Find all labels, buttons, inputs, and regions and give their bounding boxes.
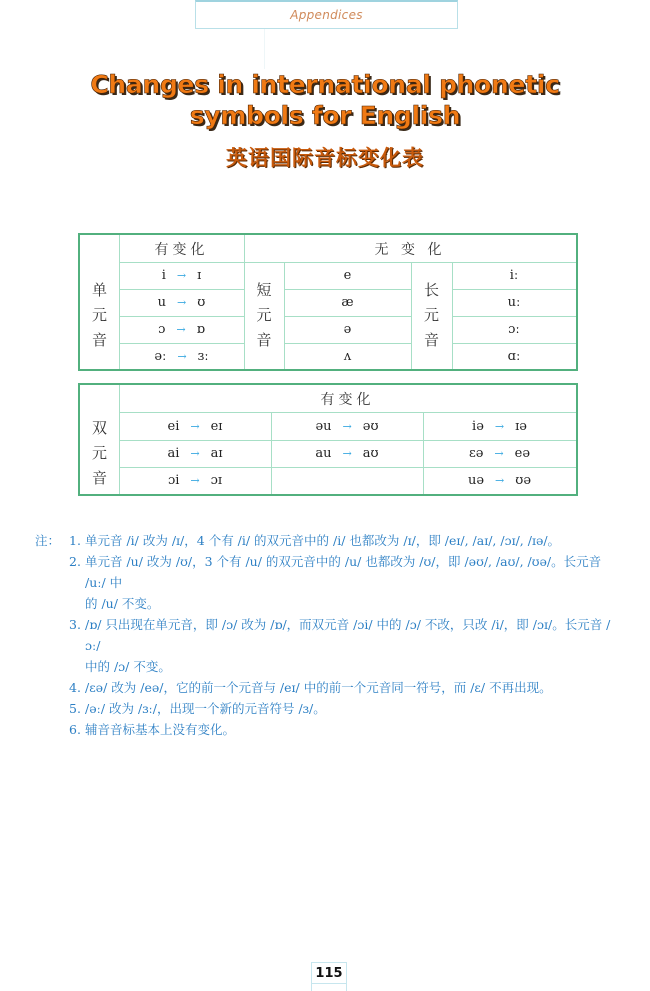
- long-vowel-label: [411, 262, 452, 369]
- label-char: 元: [256, 306, 272, 324]
- symbol-from: uə: [467, 473, 485, 488]
- symbol-from: iə: [472, 418, 484, 434]
- symbol-from: i: [161, 268, 166, 283]
- symbol-to: ʊə: [515, 473, 532, 488]
- symbol-to: eɪ: [210, 418, 223, 434]
- label-char: 短: [256, 281, 272, 299]
- symbol-to: ɪə: [515, 418, 527, 434]
- symbol-from: əː: [154, 348, 167, 364]
- diphthong-cell: [119, 440, 271, 467]
- symbol-to: ɔɪ: [210, 473, 223, 488]
- short-vowel-cell: ʌ: [343, 348, 352, 364]
- note-number: 6.: [69, 722, 81, 737]
- section-header-label: Appendices: [290, 8, 363, 22]
- arrow-right-icon: →: [190, 447, 200, 460]
- title-english-line2: symbols for English: [189, 101, 461, 130]
- page-number-box: [311, 962, 347, 991]
- symbol-to: eə: [514, 446, 531, 461]
- diphthong-cell: [119, 467, 271, 494]
- diphthong-cell-empty: [271, 467, 423, 494]
- label-char: 长: [423, 281, 439, 299]
- long-vowel-cell: ɑː: [507, 348, 521, 364]
- monophthong-table: [78, 233, 578, 371]
- diphthong-cell: [271, 440, 423, 467]
- diphthong-row-label: [80, 412, 119, 494]
- note-item: [35, 698, 625, 719]
- diphthong-cell: [119, 412, 271, 440]
- note-text-continued: 的 /u/ 不变。: [85, 596, 160, 611]
- section-header: [195, 0, 458, 29]
- arrow-right-icon: →: [177, 349, 187, 363]
- label-char: 元: [91, 306, 107, 324]
- header-divider: [264, 29, 265, 69]
- long-vowel-cell: uː: [507, 295, 521, 310]
- label-char: 音: [256, 331, 272, 349]
- note-text: /əː/ 改为 /ɜː/，出现一个新的元音符号 /ɜ/。: [85, 701, 326, 716]
- note-number: 5.: [69, 701, 81, 716]
- symbol-to: ɪ: [197, 268, 202, 283]
- diphthong-table: [78, 383, 578, 496]
- arrow-right-icon: →: [176, 269, 187, 282]
- symbol-from: ɔ: [158, 322, 166, 337]
- unchanged-header: 无 变 化: [374, 241, 446, 258]
- note-number: 2.: [69, 554, 81, 569]
- long-vowel-cell: iː: [509, 268, 519, 283]
- label-char: 单: [91, 281, 107, 299]
- label-char: 双: [91, 418, 107, 437]
- label-char: 元: [423, 306, 439, 324]
- note-text: /ɒ/ 只出现在单元音，即 /ɔ/ 改为 /ɒ/，而双元音 /ɔi/ 中的 /ɔ/ 不改，只改 /i/，即 /ɔɪ/。长元音 /ɔː/: [85, 617, 611, 653]
- monophthong-row-label: [80, 262, 119, 369]
- diphthong-cell: [271, 412, 423, 440]
- symbol-from: au: [315, 446, 332, 461]
- symbol-to: ɜː: [197, 348, 209, 364]
- note-number: 1.: [69, 533, 81, 548]
- symbol-to: aʊ: [362, 446, 379, 461]
- note-item: [35, 530, 625, 551]
- note-text: /ɛə/ 改为 /eə/，它的前一个元音与 /eɪ/ 中的前一个元音同一符号，而 /ɛ/ 不再出现。: [85, 680, 552, 695]
- label-char: 音: [423, 331, 439, 349]
- arrow-right-icon: →: [342, 419, 352, 433]
- symbol-from: əu: [315, 418, 332, 434]
- changed-row: [119, 343, 244, 369]
- note-item: [35, 551, 625, 593]
- note-text: 单元音 /i/ 改为 /ɪ/，4 个有 /i/ 的双元音中的 /i/ 也都改为 /ɪ/，即 /eɪ/, /aɪ/, /ɔɪ/, /ɪə/。: [85, 533, 561, 548]
- note-text: 单元音 /u/ 改为 /ʊ/，3 个有 /u/ 的双元音中的 /u/ 也都改为 /ʊ/，即 /əʊ/, /aʊ/, /ʊə/。长元音 /uː/ 中: [85, 554, 602, 590]
- symbol-from: u: [157, 295, 167, 310]
- note-number: 3.: [69, 617, 81, 632]
- notes-section: [35, 530, 625, 740]
- long-vowel-cell: ɔː: [508, 322, 520, 337]
- symbol-from: ɔi: [167, 473, 180, 488]
- changed-row: [119, 262, 244, 289]
- divider: [312, 983, 346, 984]
- note-text-continued: 中的 /ɔ/ 不变。: [85, 659, 171, 674]
- label-char: 元: [91, 443, 107, 462]
- changed-row: [119, 289, 244, 316]
- changed-row: [119, 316, 244, 343]
- diphthong-cell: [423, 412, 576, 440]
- label-char: 音: [91, 468, 107, 487]
- changed-header: 有变化: [154, 241, 209, 258]
- symbol-to: ʊ: [197, 295, 206, 310]
- title-english-line1: Changes in international phonetic: [90, 70, 560, 99]
- page-number: 115: [315, 966, 343, 981]
- arrow-right-icon: →: [177, 296, 187, 309]
- short-vowel-label: [244, 262, 284, 369]
- arrow-right-icon: →: [190, 419, 200, 433]
- arrow-right-icon: →: [494, 447, 504, 460]
- symbol-to: ɒ: [196, 322, 205, 337]
- symbol-from: ai: [167, 446, 180, 461]
- title-chinese: 英语国际音标变化表: [226, 145, 424, 170]
- arrow-right-icon: →: [342, 447, 352, 460]
- note-number: 4.: [69, 680, 81, 695]
- notes-prefix: 注：: [35, 533, 61, 548]
- symbol-to: aɪ: [210, 446, 223, 461]
- short-vowel-cell: æ: [341, 295, 354, 310]
- symbol-to: əʊ: [362, 418, 379, 434]
- diphthong-cell: [423, 467, 576, 494]
- symbol-from: ei: [167, 418, 180, 434]
- note-item: [35, 719, 625, 740]
- short-vowel-cell: ə: [343, 322, 352, 337]
- diphthong-cell: [423, 440, 576, 467]
- label-char: 音: [91, 331, 107, 349]
- note-item: [35, 677, 625, 698]
- arrow-right-icon: →: [190, 474, 200, 487]
- note-text: 辅音音标基本上没有变化。: [85, 722, 236, 737]
- symbol-from: ɛə: [468, 446, 484, 461]
- arrow-right-icon: →: [176, 323, 186, 336]
- note-item: [35, 614, 625, 656]
- arrow-right-icon: →: [494, 419, 505, 433]
- changed-header: 有变化: [320, 391, 375, 408]
- arrow-right-icon: →: [495, 474, 505, 487]
- short-vowel-cell: e: [343, 268, 352, 283]
